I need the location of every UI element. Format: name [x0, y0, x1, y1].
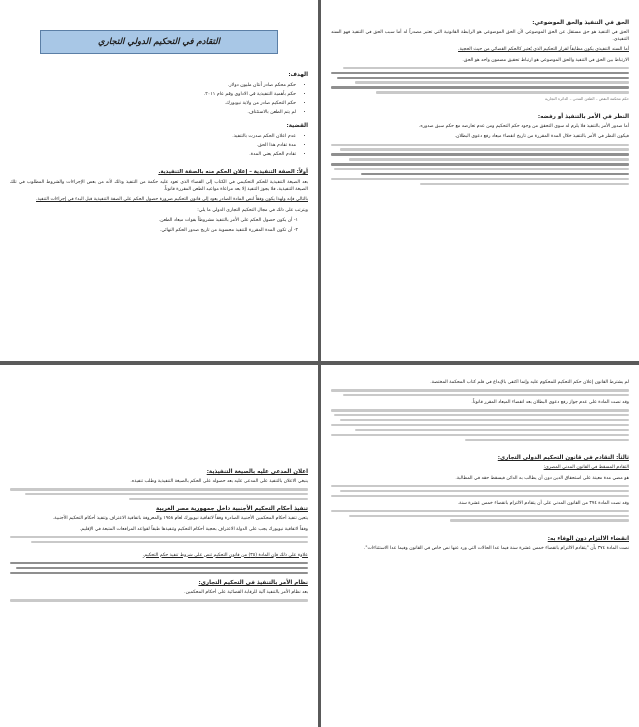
footnote: حكم محكمة النقض – الطعن المدني – الدائرة التجارية: [544, 96, 629, 102]
issue-item: • تقادم الحكم يعني المدة.: [10, 150, 296, 159]
section-issue-heading: القضية:: [286, 123, 308, 129]
section-heading: اعلان المدعى عليه بالصيغة التنفيذية:: [206, 469, 308, 475]
paragraph: الارتباط بين الحق في التنفيذ والحق الموضوعي هو ارتباط تحقيق مضمون واحد هو الحق.: [462, 57, 629, 63]
issue-item: • عدم اعلان الحكم صدرت بالتنفيذ.: [10, 132, 296, 141]
goal-item: • حكم بأهمية التنفيذية في الاداوى وقم عام ٢٠١١.: [10, 90, 296, 99]
paragraph: ينبغي الاعلان بالتنفيذ على المدعى عليه بعد حصوله على الحكم بالصيغة التنفيذية وطلب تنفيذه.: [130, 479, 308, 484]
goal-item: • حكم محكم صادر أنثان مليون دولار.: [10, 81, 296, 90]
section-heading: الحق في التنفيذ والحق الموضوعي:: [532, 20, 629, 26]
list-point: ١- أن يكون حصول الحكم على الأمر بالتنفيذ مشروطاً بفوات ميعاد الطعن.: [158, 217, 298, 223]
document-title: التقادم في التحكيم الدولي التجاري: [40, 30, 278, 54]
section-heading: نظام الأمر بالتنفيذ في التحكيم التجاري:: [198, 579, 308, 586]
page-bottom-left: [0, 365, 318, 727]
list-point: ٢- أن تكون المدة المقررة للتنفيذ محسوبة من تاريخ صدور الحكم النهائي.: [159, 228, 298, 234]
paragraph: أما السند التنفيذي يكون مطابقاً لقرار التحكيم الذي يُعتبر كالحكم القضائي من حيث الحجية.: [458, 47, 629, 53]
paragraph: بعد نظام الأمر بالتنفيذ آلية للرقابة القضائية على أحكام المحكمين.: [184, 589, 308, 595]
issue-item: • مدة تقادم هذا الحق.: [10, 141, 296, 150]
issues-list: [10, 132, 308, 159]
section-heading: ثالثاً: التقادم في قانون التحكيم الدولي التجاري:: [497, 455, 629, 462]
section-heading: انقضاء الالتزام دون الوفاء به:: [547, 536, 629, 543]
paragraph: فيكون النظر في الأمر بالتنفيذ خلال المدة المقررة من تاريخ انقضاء ميعاد رفع دعوى البطلان.: [454, 134, 629, 140]
section-goals-heading: الهدف:: [288, 72, 308, 78]
paragraph: وفقاً لاتفاقية نيويورك يجب على الدولة الاعتراف بحجية أحكام التحكيم وتنفيذها طبقاً لقواعد المرافعات المتبعة في الإقليم.: [79, 526, 308, 532]
section-heading: أولاً: الصفة التنفيذية – إعلان الحكم منه بالصفة التنفيذية.: [158, 169, 308, 175]
section-heading: تنفيذ أحكام التحكيم الأجنبية داخل جمهورية مصر العربية: [156, 506, 308, 513]
paragraph: أما صدور الأمر بالتنفيذ فلا يلزم له سوى التحقق من وجود حكم التحكيم ومن عدم تعارضه مع حكم سبق صدوره.: [418, 124, 629, 130]
paragraph: هو مضي مدة معينة على استحقاق الدين دون أن يطالب به الدائن فيسقط حقه في المطالبة.: [455, 475, 629, 481]
page-bottom-right: [321, 365, 639, 727]
goal-item: • لم يتم الطعن بالاستئناف.: [10, 108, 296, 117]
paragraph: بالتالي فإنه ولهذا يكون وفقاً لنص المادة الصادر يعود إلى قانون التحكيم ضرورة حصول الحكم على الصفة التنفيذية قبل البدء في إجراءات التنفيذ.: [36, 197, 308, 203]
paragraph: وقد نصت المادة ٣٧٤ من القانون المدني على أن يتقادم الالتزام بانقضاء خمس عشرة سنة.: [457, 500, 629, 506]
paragraph: نصت المادة ٣٧٤ بأن "يتقادم الالتزام بانقضاء خمس عشرة سنة فيما عدا الحالات التي ورد عنها نص خاص في القانون وفيما عدا الاستثناءات".: [363, 546, 629, 552]
paragraph: بعد الصيغة التنفيذية للحكم التحكيمي في الكتاب إلى القضاء الذي تعود عليه حكمة من التنفيذ وذلك لأنه من بعض الإجراءات والشروط المطلوب في تلك الصيغة التنفيذية، فلا يجوز التنفيذ إلا بعد مراعاة مواعيد الطعن المقررة قانوناً.: [10, 180, 308, 193]
goals-list: [10, 81, 308, 117]
page-top-left: [0, 0, 318, 361]
paragraph: ويترتب على ذلك في مجال التحكيم التجاري الدولي ما يلي:: [197, 207, 308, 213]
paragraph: وقد نصت المادة على عدم جواز رفع دعوى البطلان بعد انقضاء الميعاد المقرر قانوناً.: [471, 399, 629, 405]
paragraph: الحق في التنفيذ هو حق مستقل عن الحق الموضوعي لأن الحق الموضوعي هو الرابطة القانونية التي تعتبر مصدراً له أما سبب الحق في التنفيذ فهو السند التنفيذي.: [331, 30, 629, 43]
paragraph: علاوة على ذلك فإن المادة (٣٥) من قانون التحكيم تنص على شروط تنفيذ حكم التحكيم.: [142, 552, 308, 558]
goal-item: • حكم التحكيم صادر من ولاية نيويورك.: [10, 99, 296, 108]
section-heading: النظر في الأمر بالتنفيذ أو رفضه:: [537, 114, 629, 121]
paragraph: يتعين تنفيذ أحكام المحكمين الأجنبية الصادرة وفقاً لاتفاقية نيويورك لعام ١٩٥٨ والمعروفة باتفاقية الاعتراف وتنفيذ أحكام التحكيم الأجنبية.: [52, 516, 308, 522]
paragraph: التقادم المسقط في القانون المدني المصري:: [543, 465, 629, 471]
paragraph: لم يشترط القانون إعلان حكم التحكيم للمحكوم عليه وإنما اكتفى بالإيداع في قلم كتاب المحكمة المختصة.: [430, 380, 629, 385]
page-top-right: [321, 0, 639, 361]
